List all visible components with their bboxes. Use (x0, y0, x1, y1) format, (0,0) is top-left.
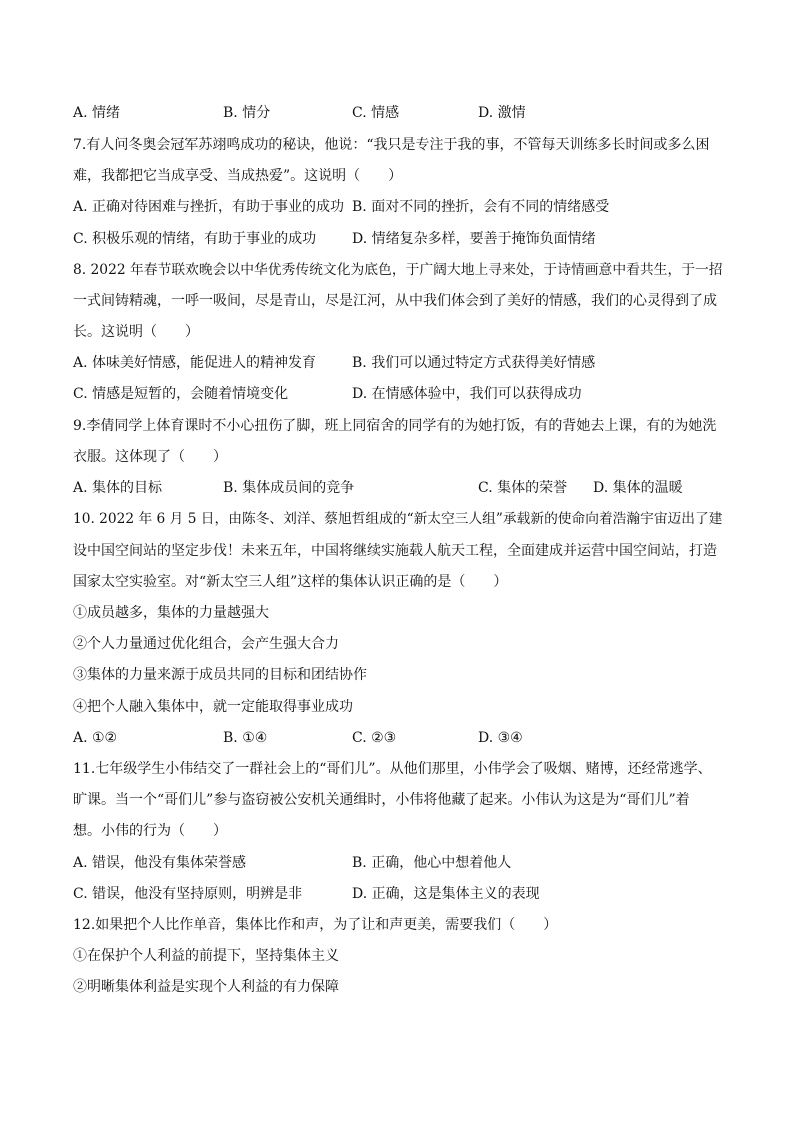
q10-item-1: ①成员越多，集体的力量越强大 (73, 605, 269, 621)
q12-item-2: ②明晰集体利益是实现个人利益的有力保障 (73, 979, 339, 995)
q10-stem-line2: 设中国空间站的坚定步伐！未来五年，中国将继续实施载人航天工程，全面建成并运营中国空间站，打造 (73, 543, 717, 559)
q9-stem-line1: 9.李倩同学上体育课时不小心扭伤了脚，班上同宿舍的同学有的为她打饭，有的背她去上课，有的为她洗 (73, 418, 717, 434)
q9-option-b: B. 集体成员间的竞争 (223, 480, 355, 496)
q6-option-a: A. 情绪 (73, 105, 121, 121)
q11-stem-line1: 11.七年级学生小伟结交了一群社会上的“哥们儿”。从他们那里，小伟学会了吸烟、赌博，还经常逃学、 (73, 761, 712, 777)
q10-stem-line1: 10. 2022 年 6 月 5 日，由陈冬、刘洋、蔡旭哲组成的“新太空三人组”承载新的使命向着浩瀚宇宙迈出了建 (73, 511, 723, 527)
q12-stem-line1: 12.如果把个人比作单音，集体比作和声，为了让和声更美，需要我们（ ） (73, 917, 558, 933)
q11-stem-line3: 想。小伟的行为（ ） (73, 823, 227, 839)
q10-option-c: C. ②③ (352, 730, 397, 746)
q11-stem-line2: 旷课。当一个“哥们儿”参与盗窃被公安机关通缉时，小伟将他藏了起来。小伟认为这是为“哥们儿”着 (73, 792, 690, 808)
q6-option-d: D. 激情 (478, 105, 526, 121)
q9-stem-line2: 衣服。这体现了（ ） (73, 449, 227, 465)
q9-option-d: D. 集体的温暖 (593, 480, 683, 496)
q11-option-a: A. 错误，他没有集体荣誉感 (73, 855, 247, 871)
q10-option-a: A. ①② (73, 730, 118, 746)
q10-item-4: ④把个人融入集体中，就一定能取得事业成功 (73, 699, 353, 715)
q7-option-c: C. 积极乐观的情绪，有助于事业的成功 (73, 231, 317, 247)
q6-option-c: C. 情感 (352, 105, 400, 121)
q8-stem-line3: 长。这说明（ ） (73, 324, 199, 340)
q8-option-c: C. 情感是短暂的，会随着情境变化 (73, 386, 289, 402)
q9-option-c: C. 集体的荣誉 (478, 480, 568, 496)
q7-stem-line2: 难，我都把它当成享受、当成热爱”。这说明（ ） (73, 168, 403, 184)
q9-option-a: A. 集体的目标 (73, 480, 163, 496)
q11-option-d: D. 正确，这是集体主义的表现 (352, 886, 540, 902)
q10-option-d: D. ③④ (478, 730, 523, 746)
q11-option-c: C. 错误，他没有坚持原则，明辨是非 (73, 886, 303, 902)
q6-option-b: B. 情分 (223, 105, 271, 121)
q8-option-b: B. 我们可以通过特定方式获得美好情感 (352, 355, 596, 371)
q12-item-1: ①在保护个人利益的前提下，坚持集体主义 (73, 948, 339, 964)
q8-option-a: A. 体味美好情感，能促进人的精神发育 (73, 355, 317, 371)
q7-option-a: A. 正确对待困难与挫折，有助于事业的成功 (73, 199, 345, 215)
q11-option-b: B. 正确，他心中想着他人 (352, 855, 512, 871)
q10-stem-line3: 国家太空实验室。对“新太空三人组”这样的集体认识正确的是（ ） (73, 574, 508, 590)
q10-item-2: ②个人力量通过优化组合，会产生强大合力 (73, 636, 339, 652)
q8-stem-line2: 一式间铸精魂，一呼一吸间，尽是青山，尽是江河，从中我们体会到了美好的情感，我们的心灵得到了成 (73, 293, 717, 309)
q8-option-d: D. 在情感体验中，我们可以获得成功 (352, 386, 582, 402)
q7-option-b: B. 面对不同的挫折，会有不同的情绪感受 (352, 199, 610, 215)
q8-stem-line1: 8. 2022 年春节联欢晚会以中华优秀传统文化为底色，于广阔大地上寻来处，于诗情画意中看共生，于一招 (73, 262, 723, 278)
q7-stem-line1: 7.有人问冬奥会冠军苏翊鸣成功的秘诀，他说：“我只是专注于我的事，不管每天训练多长时间或多么困 (73, 137, 710, 153)
q7-option-d: D. 情绪复杂多样，要善于掩饰负面情绪 (352, 231, 596, 247)
q10-option-b: B. ①④ (223, 730, 268, 746)
q10-item-3: ③集体的力量来源于成员共同的目标和团结协作 (73, 667, 367, 683)
